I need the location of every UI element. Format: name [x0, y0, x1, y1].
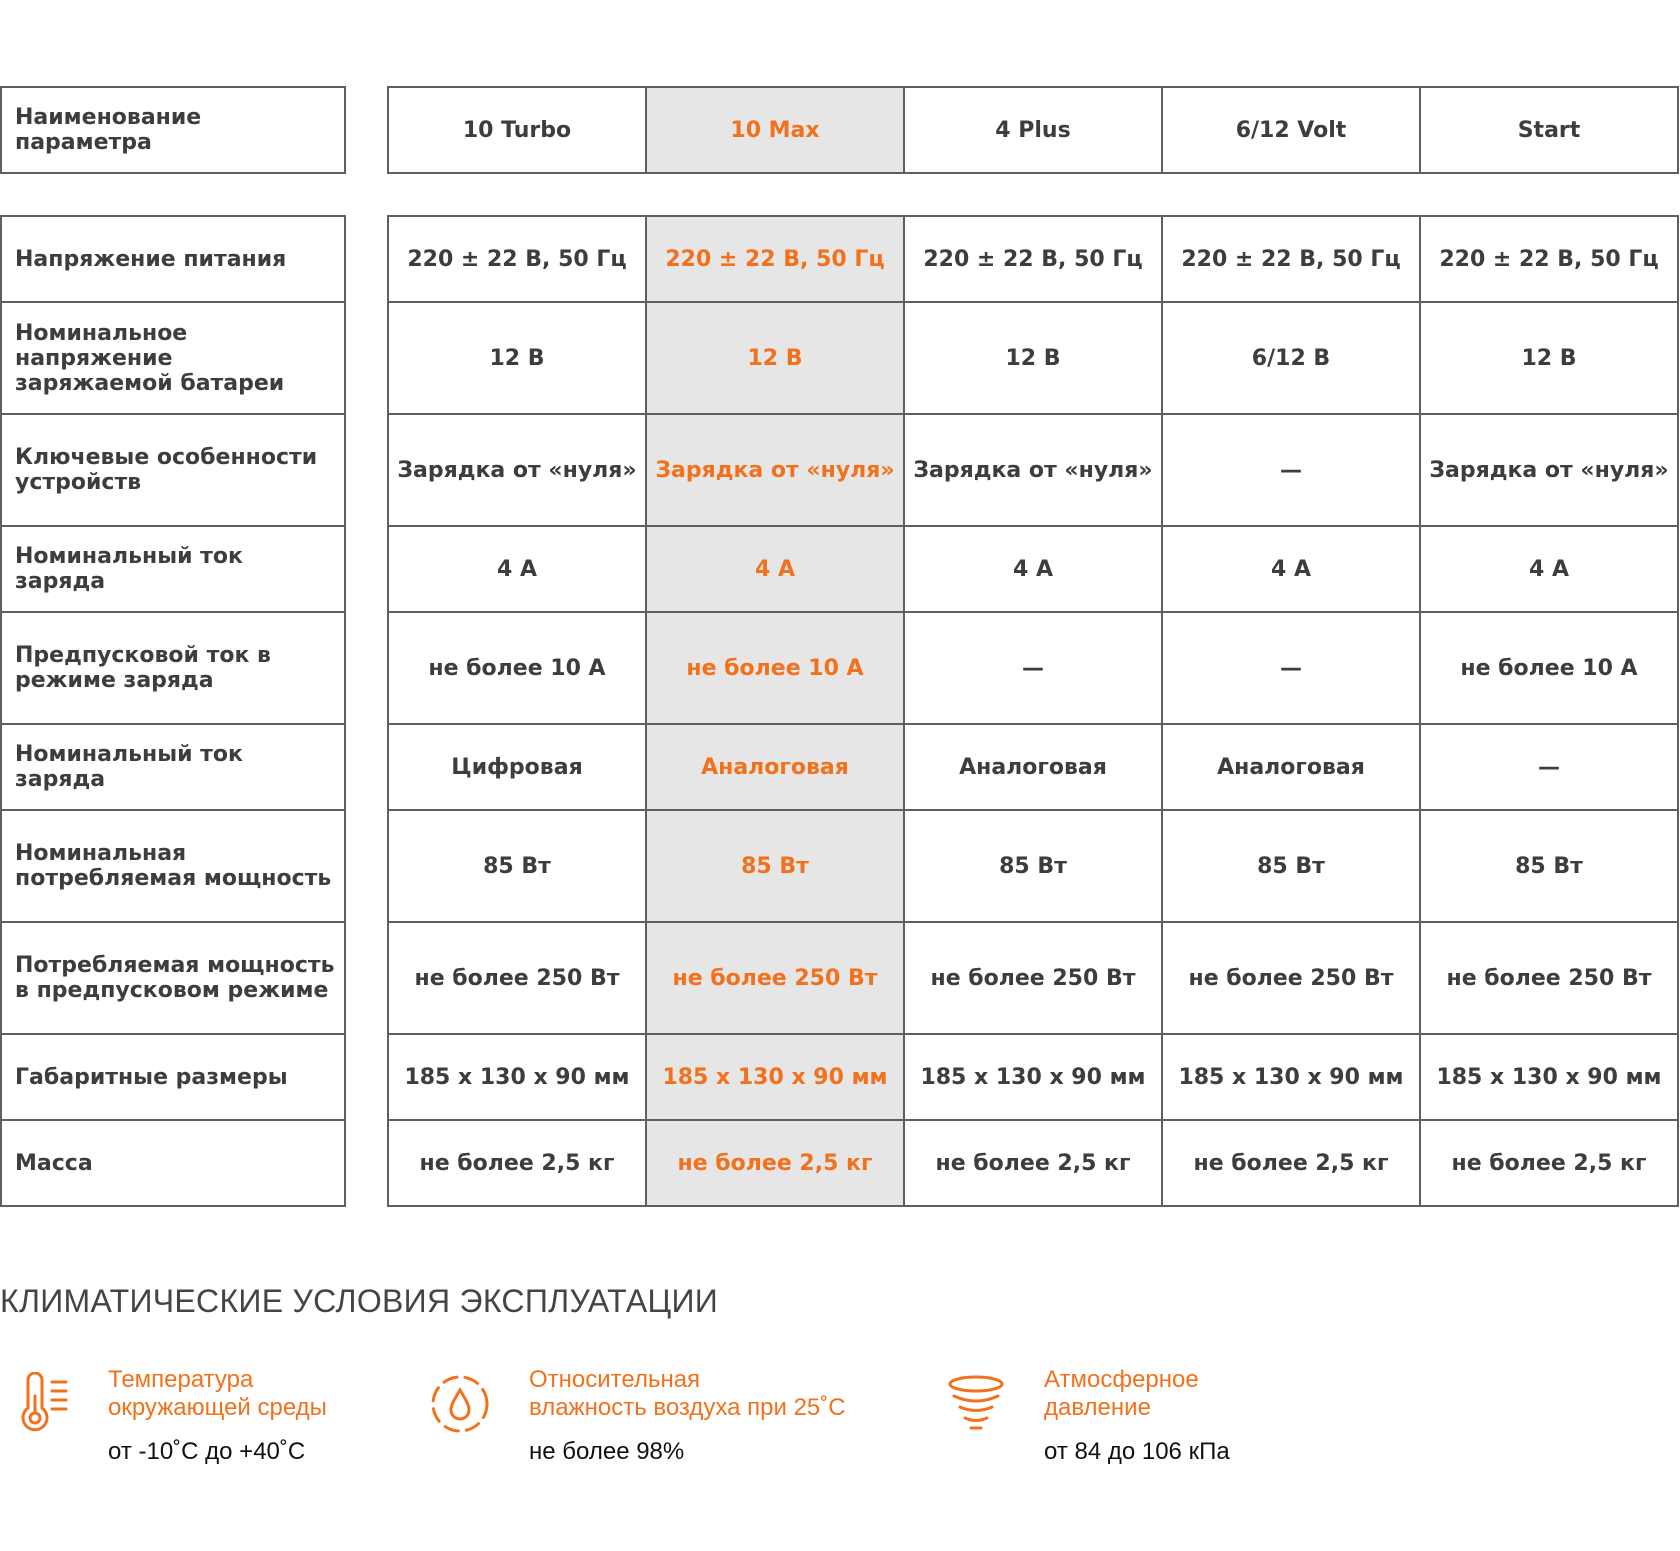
- param-name: Предпусковой ток в режиме заряда: [1, 612, 345, 724]
- param-name: Номинальный ток заряда: [1, 724, 345, 810]
- pressure-value: от 84 до 106 кПа: [1044, 1438, 1230, 1465]
- spec-cell: не более 2,5 кг: [1420, 1120, 1678, 1206]
- spec-cell: —: [1162, 414, 1420, 526]
- spec-cell: 85 Вт: [904, 810, 1162, 922]
- spec-cell: Зарядка от «нуля»: [904, 414, 1162, 526]
- humidity-title: [529, 1366, 909, 1422]
- pressure-icon: [944, 1372, 1008, 1436]
- humidity-title-line2: влажность воздуха при 25˚С: [529, 1394, 846, 1421]
- spec-cell: 85 Вт: [388, 810, 646, 922]
- spec-cell-highlighted: не более 10 А: [646, 612, 904, 724]
- spec-cell: 85 Вт: [1162, 810, 1420, 922]
- spec-cell: не более 10 А: [1420, 612, 1678, 724]
- model-header-6-12-volt: 6/12 Volt: [1162, 87, 1420, 173]
- table-row: [388, 216, 1678, 302]
- spec-cell: 4 А: [388, 526, 646, 612]
- spec-cell: не более 2,5 кг: [904, 1120, 1162, 1206]
- spec-cell: Зарядка от «нуля»: [1420, 414, 1678, 526]
- spec-cell: —: [1420, 724, 1678, 810]
- spec-cell-highlighted: 85 Вт: [646, 810, 904, 922]
- param-name: Масса: [1, 1120, 345, 1206]
- param-header-cell: Наименование параметра: [1, 87, 345, 173]
- param-name: Потребляемая мощность в предпусковом режиме: [1, 922, 345, 1034]
- spec-cell: Зарядка от «нуля»: [388, 414, 646, 526]
- spec-cell: 220 ± 22 В, 50 Гц: [904, 216, 1162, 302]
- spec-cell-highlighted: 185 x 130 x 90 мм: [646, 1034, 904, 1120]
- param-name: Номинальное напряжение заряжаемой батареи: [1, 302, 345, 414]
- pressure-title-line2: давление: [1044, 1394, 1151, 1421]
- spec-cell: —: [904, 612, 1162, 724]
- humidity-drop-icon: [428, 1372, 492, 1436]
- param-names-table: [0, 215, 346, 1207]
- param-name: Номинальная потребляемая мощность: [1, 810, 345, 922]
- spec-cell: не более 250 Вт: [1420, 922, 1678, 1034]
- param-name: Номинальный ток заряда: [1, 526, 345, 612]
- spec-cell: 220 ± 22 В, 50 Гц: [1162, 216, 1420, 302]
- temperature-title-line2: окружающей среды: [108, 1394, 327, 1421]
- spec-cell: 85 Вт: [1420, 810, 1678, 922]
- spec-cell: 185 x 130 x 90 мм: [388, 1034, 646, 1120]
- model-header-4-plus: 4 Plus: [904, 87, 1162, 173]
- spec-cell: 12 В: [904, 302, 1162, 414]
- table-row: [388, 724, 1678, 810]
- model-header-10-max: 10 Max: [646, 87, 904, 173]
- spec-cell: Аналоговая: [1162, 724, 1420, 810]
- spec-cell: не более 2,5 кг: [388, 1120, 646, 1206]
- humidity-title-line1: Относительная: [529, 1366, 701, 1393]
- temperature-title-line1: Температура: [108, 1366, 254, 1393]
- spec-cell: 220 ± 22 В, 50 Гц: [1420, 216, 1678, 302]
- spec-cell: 6/12 В: [1162, 302, 1420, 414]
- climate-section-title: КЛИМАТИЧЕСКИЕ УСЛОВИЯ ЭКСПЛУАТАЦИИ: [0, 1283, 719, 1319]
- spec-cell: Цифровая: [388, 724, 646, 810]
- spec-cell: не более 250 Вт: [1162, 922, 1420, 1034]
- table-row: [388, 414, 1678, 526]
- thermometer-icon: [14, 1372, 78, 1436]
- model-header-start: Start: [1420, 87, 1678, 173]
- pressure-title-line1: Атмосферное: [1044, 1366, 1199, 1393]
- spec-cell: 185 x 130 x 90 мм: [1420, 1034, 1678, 1120]
- param-name: Ключевые особенности устройств: [1, 414, 345, 526]
- spec-cell-highlighted: 220 ± 22 В, 50 Гц: [646, 216, 904, 302]
- spec-cell-highlighted: не более 2,5 кг: [646, 1120, 904, 1206]
- spec-cell: 12 В: [1420, 302, 1678, 414]
- spec-cell: не более 250 Вт: [388, 922, 646, 1034]
- spec-cell: не более 10 А: [388, 612, 646, 724]
- spec-cell: 185 x 130 x 90 мм: [904, 1034, 1162, 1120]
- spec-cell: 4 А: [1420, 526, 1678, 612]
- table-row: [388, 526, 1678, 612]
- spec-cell: 12 В: [388, 302, 646, 414]
- spec-cell: не более 2,5 кг: [1162, 1120, 1420, 1206]
- table-row: [388, 1120, 1678, 1206]
- spec-cell-highlighted: Зарядка от «нуля»: [646, 414, 904, 526]
- spec-cell: 4 А: [1162, 526, 1420, 612]
- spec-cell: не более 250 Вт: [904, 922, 1162, 1034]
- spec-cell-highlighted: не более 250 Вт: [646, 922, 904, 1034]
- param-name: Напряжение питания: [1, 216, 345, 302]
- spec-cell-highlighted: Аналоговая: [646, 724, 904, 810]
- spec-cell: 220 ± 22 В, 50 Гц: [388, 216, 646, 302]
- spec-cell: Аналоговая: [904, 724, 1162, 810]
- humidity-value: не более 98%: [529, 1438, 685, 1465]
- spec-cell-highlighted: 12 В: [646, 302, 904, 414]
- pressure-title: [1044, 1366, 1424, 1422]
- spec-cell: 185 x 130 x 90 мм: [1162, 1034, 1420, 1120]
- table-row: [388, 922, 1678, 1034]
- table-row: [388, 1034, 1678, 1120]
- temperature-value: от -10˚С до +40˚С: [108, 1438, 306, 1465]
- param-name: Габаритные размеры: [1, 1034, 345, 1120]
- spec-cell-highlighted: 4 А: [646, 526, 904, 612]
- param-header-table: [0, 86, 346, 174]
- spec-cell: —: [1162, 612, 1420, 724]
- spec-values-table: [387, 215, 1679, 1207]
- model-header-10-turbo: 10 Turbo: [388, 87, 646, 173]
- spec-cell: 4 А: [904, 526, 1162, 612]
- table-row: [388, 810, 1678, 922]
- table-row: [388, 612, 1678, 724]
- models-header-table: [387, 86, 1679, 174]
- table-row: [388, 302, 1678, 414]
